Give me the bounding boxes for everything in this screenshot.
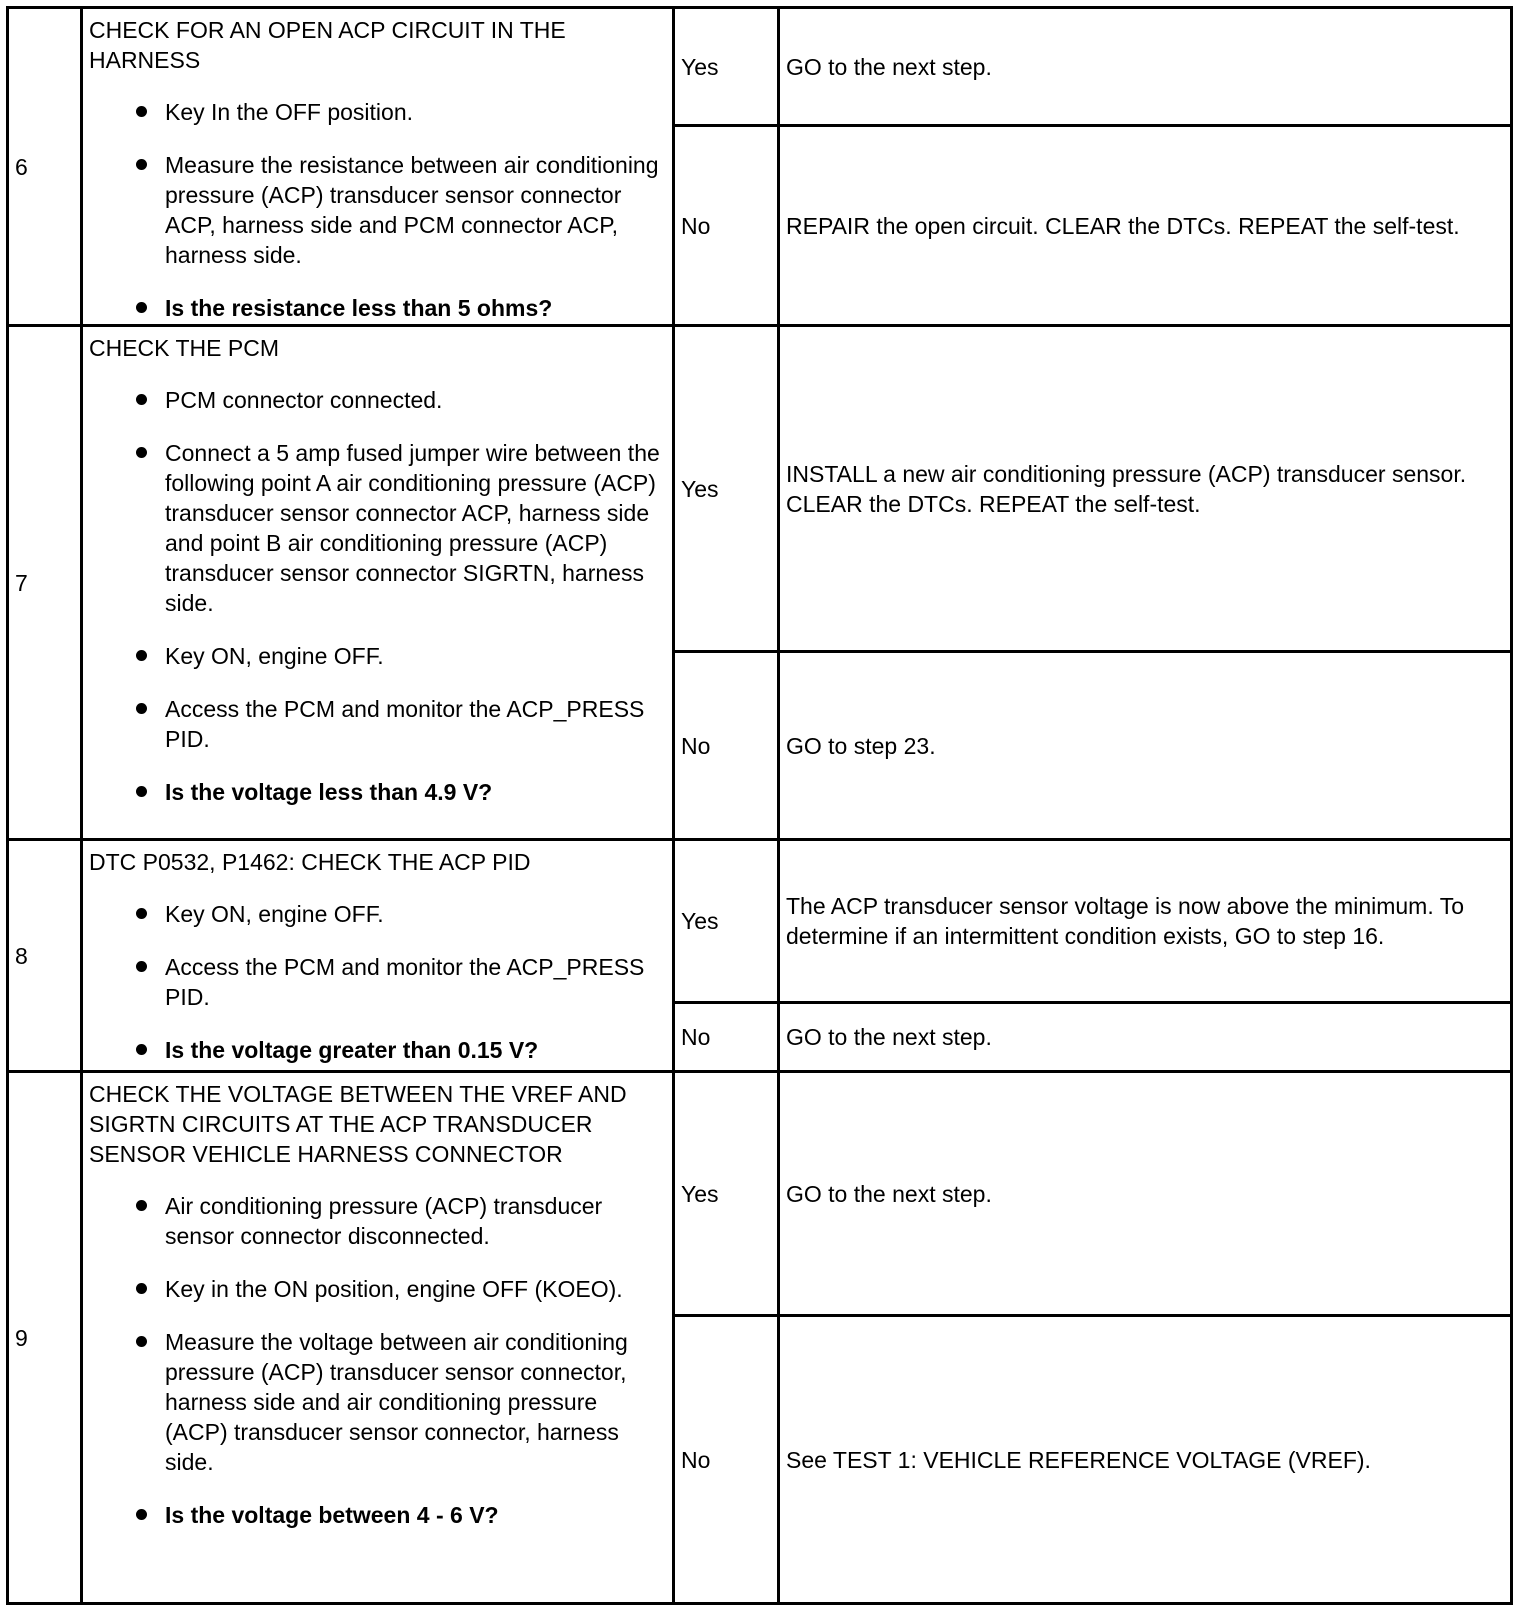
step-title: CHECK THE VOLTAGE BETWEEN THE VREF AND SIGRTN CIRCUITS AT THE ACP TRANSDUCER SENSOR VEHICLE HARNESS CONNECTOR (89, 1081, 627, 1167)
answer-yes: Yes (674, 1072, 779, 1316)
step-item-list (89, 1191, 664, 1530)
answer-no: No (674, 1316, 779, 1604)
step-number: 7 (8, 326, 82, 840)
step-number: 8 (8, 840, 82, 1072)
step-instructions (82, 840, 674, 1072)
step-item: Key In the OFF position. (89, 97, 664, 127)
step-question: Is the resistance less than 5 ohms? (89, 293, 664, 323)
step-item-list (89, 97, 664, 323)
step-number: 6 (8, 8, 82, 326)
action-yes: The ACP transducer sensor voltage is now above the minimum. To determine if an intermittent condition exists, GO to step 16. (779, 840, 1512, 1003)
step-title: CHECK FOR AN OPEN ACP CIRCUIT IN THE HARNESS (89, 17, 566, 73)
step-item: Air conditioning pressure (ACP) transducer sensor connector disconnected. (89, 1191, 664, 1251)
answer-yes: Yes (674, 840, 779, 1003)
step-item: Key in the ON position, engine OFF (KOEO). (89, 1274, 664, 1304)
step-item: Connect a 5 amp fused jumper wire between the following point A air conditioning pressure (ACP) transducer sensor connector ACP, harness side and point B air conditioning pressure (ACP) transducer sensor connector SIGRTN, harness side. (89, 438, 664, 618)
step-question: Is the voltage greater than 0.15 V? (89, 1035, 664, 1065)
diagnostic-table (6, 6, 1513, 1605)
step-item: Key ON, engine OFF. (89, 899, 664, 929)
step-item: Measure the resistance between air conditioning pressure (ACP) transducer sensor connector ACP, harness side and PCM connector ACP, harness side. (89, 150, 664, 270)
answer-no: No (674, 1003, 779, 1072)
step-item-list (89, 385, 664, 807)
step-item: Measure the voltage between air conditioning pressure (ACP) transducer sensor connector, harness side and air conditioning pressure (ACP) transducer sensor connector, harness side. (89, 1327, 664, 1477)
step-title: DTC P0532, P1462: CHECK THE ACP PID (89, 849, 531, 875)
answer-yes: Yes (674, 8, 779, 126)
action-no: GO to the next step. (779, 1003, 1512, 1072)
step-question: Is the voltage between 4 - 6 V? (89, 1500, 664, 1530)
answer-no: No (674, 126, 779, 326)
step-item: Access the PCM and monitor the ACP_PRESS PID. (89, 952, 664, 1012)
step-instructions (82, 326, 674, 840)
step-title: CHECK THE PCM (89, 335, 279, 361)
action-yes: GO to the next step. (779, 1072, 1512, 1316)
step-number: 9 (8, 1072, 82, 1604)
step-item: PCM connector connected. (89, 385, 664, 415)
step-instructions (82, 1072, 674, 1604)
step-instructions (82, 8, 674, 326)
action-no: See TEST 1: VEHICLE REFERENCE VOLTAGE (VREF). (779, 1316, 1512, 1604)
action-no: GO to step 23. (779, 652, 1512, 840)
answer-yes: Yes (674, 326, 779, 652)
step-item-list (89, 899, 664, 1065)
step-question: Is the voltage less than 4.9 V? (89, 777, 664, 807)
step-item: Key ON, engine OFF. (89, 641, 664, 671)
answer-no: No (674, 652, 779, 840)
action-yes: INSTALL a new air conditioning pressure (ACP) transducer sensor. CLEAR the DTCs. REPEAT the self-test. (779, 326, 1512, 652)
action-yes: GO to the next step. (779, 8, 1512, 126)
action-no: REPAIR the open circuit. CLEAR the DTCs. REPEAT the self-test. (779, 126, 1512, 326)
step-item: Access the PCM and monitor the ACP_PRESS PID. (89, 694, 664, 754)
